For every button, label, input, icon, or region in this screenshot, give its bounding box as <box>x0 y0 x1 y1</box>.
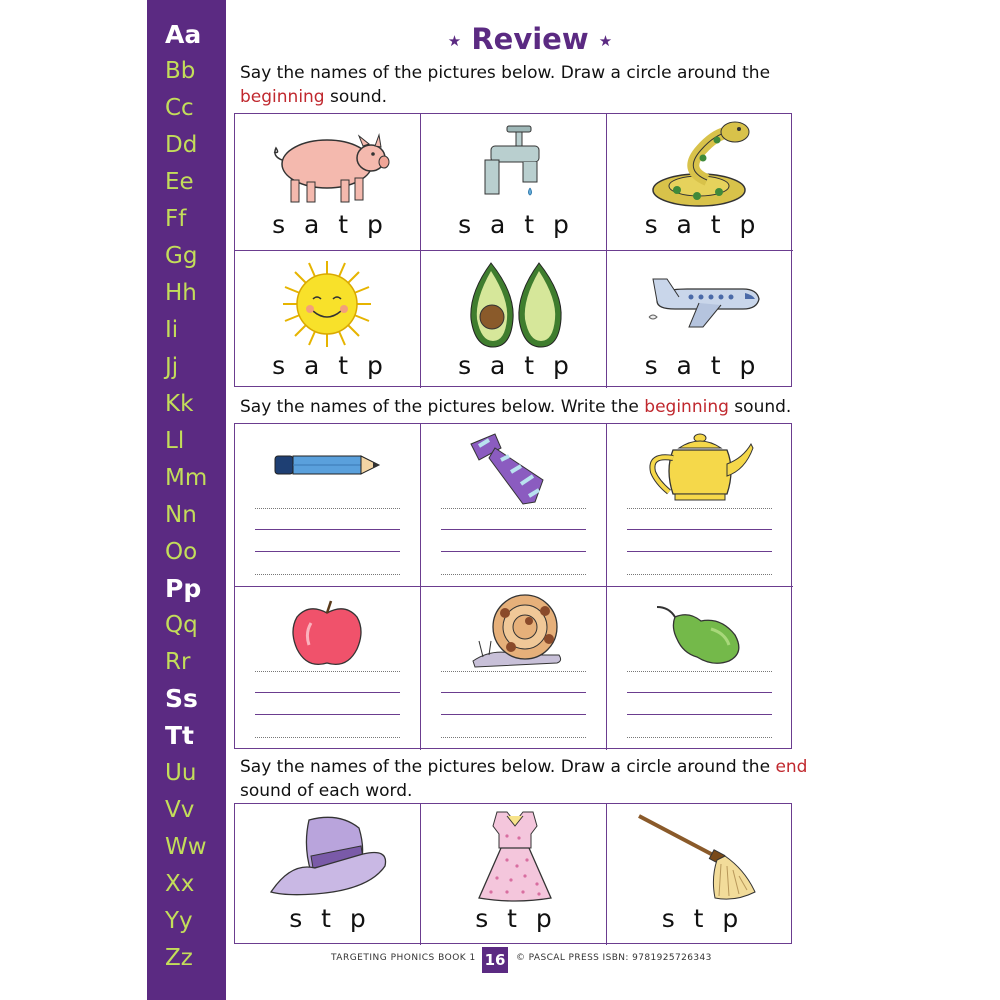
instruction-text: sound. <box>324 87 388 107</box>
alphabet-letter-kk: Kk <box>165 391 194 417</box>
section2-instruction <box>240 395 815 419</box>
letter-choices[interactable]: s a t p <box>458 210 569 239</box>
avocado-icon <box>465 259 565 351</box>
alphabet-letter-dd: Dd <box>165 132 198 158</box>
writing-line <box>255 671 400 672</box>
instruction-text: Say the names of the pictures below. Draw a circle around the <box>240 63 771 83</box>
alphabet-sidebar <box>147 0 226 1000</box>
writing-cell <box>421 424 607 587</box>
alphabet-letter-bb: Bb <box>165 58 196 84</box>
writing-line[interactable] <box>255 551 400 552</box>
picture-cell <box>235 114 421 251</box>
writing-line <box>441 671 586 672</box>
alphabet-letter-oo: Oo <box>165 539 198 565</box>
instruction-highlight: end <box>775 757 808 777</box>
writing-line[interactable] <box>441 551 586 552</box>
page-title-text: Review <box>471 22 589 56</box>
instruction-highlight: beginning <box>240 87 325 107</box>
writing-line <box>255 508 400 509</box>
alphabet-letter-zz: Zz <box>165 945 193 971</box>
letter-choices[interactable]: s t p <box>289 904 366 933</box>
writing-line[interactable] <box>441 692 586 693</box>
writing-line[interactable] <box>627 529 772 530</box>
picture-cell <box>607 114 793 251</box>
hat-icon <box>269 812 387 898</box>
letter-choices[interactable]: s a t p <box>644 351 756 380</box>
section2-grid <box>234 423 792 749</box>
pig-icon <box>267 122 391 207</box>
tap-icon <box>483 124 547 208</box>
picture-cell <box>421 804 607 945</box>
writing-line <box>255 737 400 738</box>
writing-cell <box>607 587 793 750</box>
section3-instruction <box>240 755 810 803</box>
writing-line <box>441 574 586 575</box>
instruction-text: sound. <box>728 397 792 417</box>
writing-cell <box>607 424 793 587</box>
alphabet-letter-ww: Ww <box>165 834 207 860</box>
alphabet-letter-aa: Aa <box>165 20 202 49</box>
alphabet-letter-cc: Cc <box>165 95 194 121</box>
alphabet-letter-nn: Nn <box>165 502 197 528</box>
writing-cell <box>235 587 421 750</box>
alphabet-letter-jj: Jj <box>165 354 179 380</box>
letter-choices[interactable]: s a t p <box>458 351 569 380</box>
sun-icon <box>281 259 373 349</box>
writing-line <box>441 737 586 738</box>
letter-choices[interactable]: s a t p <box>644 210 756 239</box>
alphabet-letter-rr: Rr <box>165 649 191 675</box>
instruction-text: Say the names of the pictures below. Write the <box>240 397 645 417</box>
star-icon: ★ <box>598 32 613 50</box>
alphabet-letter-yy: Yy <box>165 908 193 934</box>
writing-line[interactable] <box>441 714 586 715</box>
plane-icon <box>647 271 761 335</box>
alphabet-letter-tt: Tt <box>165 721 195 750</box>
dress-icon <box>477 808 553 902</box>
instruction-text: Say the names of the pictures below. Draw a circle around the <box>240 757 776 777</box>
teapot-icon <box>645 430 755 504</box>
alphabet-letter-vv: Vv <box>165 797 195 823</box>
page-title <box>234 22 826 56</box>
writing-line[interactable] <box>627 714 772 715</box>
picture-cell <box>607 251 793 388</box>
pear-icon <box>655 599 745 665</box>
snake-icon <box>647 118 755 212</box>
page-footer <box>226 947 866 973</box>
picture-cell <box>421 114 607 251</box>
section3-grid <box>234 803 792 944</box>
alphabet-letter-pp: Pp <box>165 574 202 603</box>
alphabet-letter-hh: Hh <box>165 280 197 306</box>
instruction-highlight: beginning <box>644 397 729 417</box>
picture-cell <box>607 804 793 945</box>
picture-cell <box>235 804 421 945</box>
writing-line[interactable] <box>627 551 772 552</box>
writing-line <box>255 574 400 575</box>
star-icon: ★ <box>447 32 462 50</box>
pencil-icon <box>273 450 385 480</box>
book-title: TARGETING PHONICS BOOK 1 <box>331 953 476 963</box>
section1-instruction <box>240 61 810 109</box>
writing-line <box>627 671 772 672</box>
writing-cell <box>421 587 607 750</box>
writing-line <box>627 737 772 738</box>
alphabet-letter-xx: Xx <box>165 871 195 897</box>
letter-choices[interactable]: s a t p <box>272 351 383 380</box>
section1-grid <box>234 113 792 387</box>
instruction-text: sound of each word. <box>240 781 413 801</box>
alphabet-letter-ll: Ll <box>165 428 185 454</box>
alphabet-letter-mm: Mm <box>165 465 208 491</box>
writing-cell <box>235 424 421 587</box>
alphabet-letter-gg: Gg <box>165 243 198 269</box>
alphabet-letter-ii: Ii <box>165 317 179 343</box>
alphabet-letter-uu: Uu <box>165 760 197 786</box>
apple-icon <box>291 597 363 667</box>
mop-icon <box>635 810 757 902</box>
alphabet-letter-ee: Ee <box>165 169 194 195</box>
writing-line[interactable] <box>255 529 400 530</box>
picture-cell <box>421 251 607 388</box>
alphabet-letter-qq: Qq <box>165 612 198 638</box>
writing-line <box>441 508 586 509</box>
letter-choices[interactable]: s a t p <box>272 210 383 239</box>
writing-line[interactable] <box>255 714 400 715</box>
writing-line <box>627 508 772 509</box>
picture-cell <box>235 251 421 388</box>
writing-line <box>627 574 772 575</box>
page-number: 16 <box>482 947 508 973</box>
tie-icon <box>465 430 561 506</box>
writing-line[interactable] <box>441 529 586 530</box>
alphabet-letter-ff: Ff <box>165 206 187 232</box>
letter-choices[interactable]: s t p <box>661 904 739 933</box>
writing-line[interactable] <box>255 692 400 693</box>
writing-line[interactable] <box>627 692 772 693</box>
letter-choices[interactable]: s t p <box>475 904 552 933</box>
alphabet-letter-ss: Ss <box>165 684 198 713</box>
snail-icon <box>471 591 565 669</box>
publisher-info: © PASCAL PRESS ISBN: 9781925726343 <box>516 953 712 963</box>
